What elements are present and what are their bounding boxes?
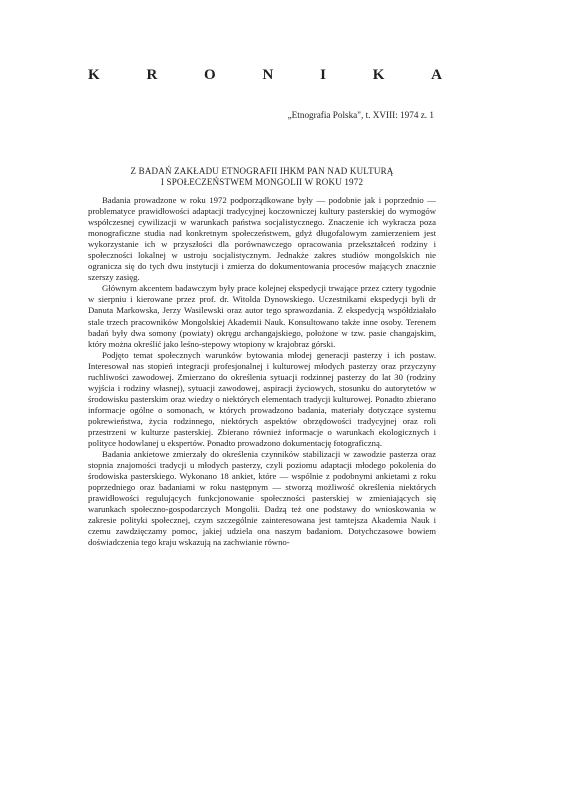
paragraph: Badania prowadzone w roku 1972 podporządkowane były — podobnie jak i poprzednio — problematyce prawidłowości adaptacji tradycyjnej koczowniczej kultury pasterskiej do wymogów współczesnej cywilizacji w warunkach państwa socjalistycznego. Znaczenie ich wykracza poza monograficzne studia nad konkretnym społeczeństwem, gdyż długofalowym zamierzeniem jest wykorzystanie ich w przyszłości dla porównawczego opracowania przekształceń rodziny i społeczności lokalnej w ustroju socjalistycznym. Jednakże zakres studiów mongolskich nie ogranicza się do tych dwu instytucji i zmierza do dokumentowania procesów mających znacznie szerszy zasięg. (88, 195, 436, 283)
heading-letter: A (431, 67, 442, 83)
article-title (88, 166, 436, 188)
article-body (88, 195, 436, 549)
paragraph: Podjęto temat społecznych warunków bytowania młodej generacji pasterzy i ich postaw. Interesował nas stopień integracji profesjonalnej i kulturowej młodych pasterzy oraz przyczyny ruchliwości zawodowej. Zmierzano do określenia sytuacji rodzinnej pasterzy do lat 30 (rodziny wyjścia i rodziny własnej), sytuacji zawodowej, aspiracji życiowych, stosunku do autorytetów w środowisku pasterskim oraz wiedzy o niektórych elementach tradycji kulturowej. Ponadto zbierano informacje ogólne o somonach, w których prowadzono badania, materiały dotyczące systemu pokrewieństwa, życia rodzinnego, niektórych aspektów obrzędowości tradycyjnej oraz roli przestrzeni w kulturze pasterskiej. Zbierano również informacje o warunkach ekologicznych i polityce hodowlanej u ekspertów. Ponadto prowadzono dokumentację fotograficzną. (88, 349, 436, 449)
heading-letter: I (320, 67, 326, 83)
heading-letter: K (88, 67, 100, 83)
section-heading (88, 66, 442, 84)
article-title-line: Z BADAŃ ZAKŁADU ETNOGRAFII IHKM PAN NAD KULTURĄ (130, 166, 394, 176)
heading-letter: K (372, 67, 385, 83)
paragraph: Głównym akcentem badawczym były prace kolejnej ekspedycji trwające przez cztery tygodnie w sierpniu i kierowane przez prof. dr. Witolda Dynowskiego. Uczestnikami ekspedycji byli dr Danuta Markowska, Jerzy Wasilewski oraz autor tego sprawozdania. Z ekspedycją współdziałało stale trzech pracowników Mongolskiej Akademii Nauk. Konsultowano także inne osoby. Terenem badań były dwa somony (powiaty) okręgu archangajskiego, położone w tzw. pasie changajskim, który można określić jako leśno-stepowy wtopiony w krajobraz górski. (88, 283, 436, 349)
journal-reference: „Etnografia Polska", t. XVIII: 1974 z. 1 (287, 110, 434, 120)
heading-letter: O (204, 67, 216, 83)
heading-letter: N (262, 67, 274, 83)
heading-letter: R (146, 67, 158, 83)
article-title-line: I SPOŁECZEŃSTWEM MONGOLII W ROKU 1972 (160, 177, 364, 187)
paragraph: Badania ankietowe zmierzały do określenia czynników stabilizacji w zawodzie pasterza oraz stopnia znajomości tradycji u młodych pasterzy, czyli poziomu adaptacji młodego pokolenia do środowiska pasterskiego. Wykonano 18 ankiet, które — wspólnie z podobnymi ankietami z roku poprzedniego oraz badaniami w roku następnym — stworzą możliwość określenia niektórych prawidłowości regulujących funkcjonowanie społeczności pasterskiej w zmieniających się warunkach społeczno-gospodarczych Mongolii. Dadzą też one podstawy do wnioskowania w zakresie polityki społecznej, czym szczególnie zainteresowana jest tamtejsza Akademia Nauk i czemu zawdzięczamy pomoc, jakiej udziela ona naszym badaniom. Dotychczasowe bowiem doświadczenia tego kraju wskazują na zachwianie równo- (88, 449, 436, 548)
